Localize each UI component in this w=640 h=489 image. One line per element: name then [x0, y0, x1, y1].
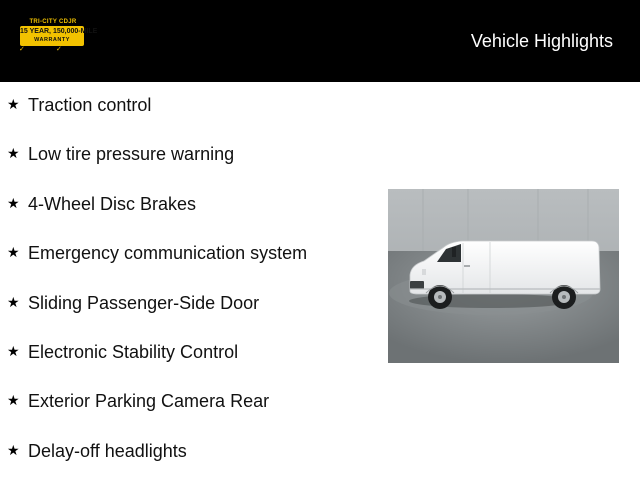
logo-warranty-terms: 15 YEAR, 150,000-MILE [20, 28, 98, 35]
feature-label: Emergency communication system [28, 243, 308, 264]
van-grille [410, 281, 424, 289]
star-icon: ★ [7, 441, 20, 458]
star-icon: ★ [7, 145, 20, 162]
feature-label: Traction control [28, 95, 152, 115]
feature-label: 4-Wheel Disc Brakes [28, 193, 197, 214]
logo-dealer-name: TRI-CITY CDJR [29, 19, 77, 25]
logo-warranty-label: WARRANTY [34, 37, 70, 43]
star-icon: ★ [7, 194, 20, 211]
feature-label: Electronic Stability Control [28, 341, 239, 362]
star-icon: ★ [7, 96, 20, 112]
logo-badge [20, 26, 98, 46]
star-icon: ★ [7, 342, 20, 359]
header-bar [0, 0, 640, 82]
check-icon: ✓ [19, 46, 25, 53]
vehicle-photo [388, 189, 619, 363]
check-icon: ✓ [56, 46, 62, 53]
page-title: Vehicle Highlights [470, 31, 613, 51]
feature-label: Sliding Passenger-Side Door [28, 292, 260, 313]
feature-label: Exterior Parking Camera Rear [28, 391, 270, 412]
feature-label: Delay-off headlights [28, 440, 187, 461]
logo-checkmarks [19, 46, 87, 54]
star-icon: ★ [7, 244, 20, 261]
feature-label: Low tire pressure warning [28, 144, 235, 165]
star-icon: ★ [7, 392, 20, 409]
dealer-warranty-logo [19, 18, 98, 54]
star-icon: ★ [7, 293, 20, 310]
